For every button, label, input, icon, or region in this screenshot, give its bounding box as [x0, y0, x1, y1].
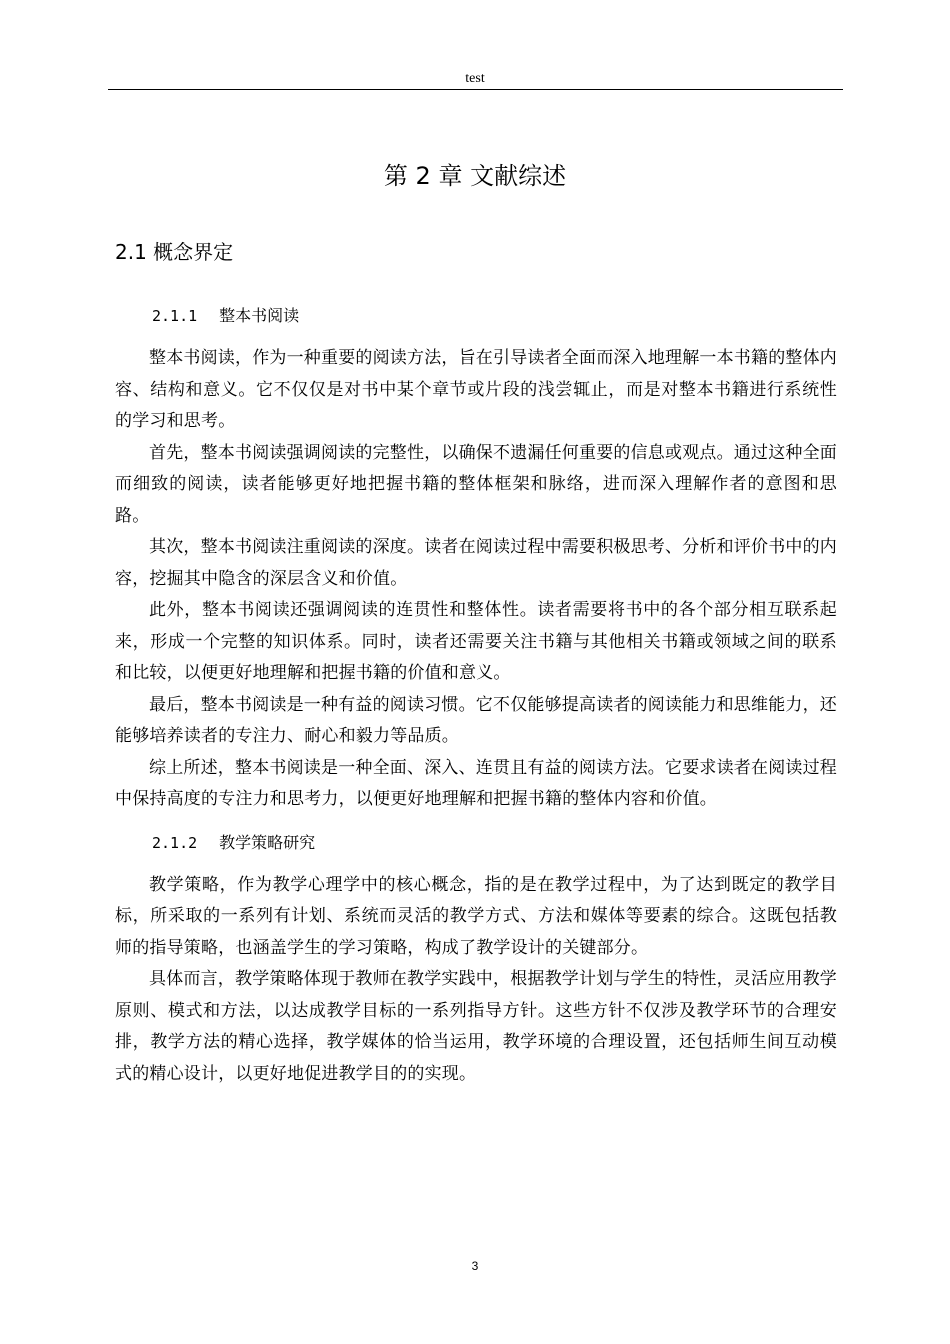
paragraph: 整本书阅读，作为一种重要的阅读方法，旨在引导读者全面而深入地理解一本书籍的整体内容、结构和意义。它不仅仅是对书中某个章节或片段的浅尝辄止，而是对整本书籍进行系统性的学习和思考。 [115, 348, 837, 431]
section-title: 2.1 概念界定 [115, 240, 234, 264]
paragraph: 综上所述，整本书阅读是一种全面、深入、连贯且有益的阅读方法。它要求读者在阅读过程中保持高度的专注力和思考力，以便更好地理解和把握书籍的整体内容和价值。 [115, 757, 837, 809]
subsection-title-2-1-1 [115, 298, 837, 334]
header-rule [108, 89, 843, 90]
chapter-title: 第 2 章 文献综述 [383, 162, 567, 190]
paragraph: 首先，整本书阅读强调阅读的完整性，以确保不遗漏任何重要的信息或观点。通过这种全面而细致的阅读，读者能够更好地把握书籍的整体框架和脉络，进而深入理解作者的意图和思路。 [115, 442, 837, 526]
subsection-number: 2.1.1 [152, 307, 198, 325]
paragraph: 其次，整本书阅读注重阅读的深度。读者在阅读过程中需要积极思考、分析和评价书中的内容，挖掘其中隐含的深层含义和价值。 [115, 537, 837, 589]
paragraph: 最后，整本书阅读是一种有益的阅读习惯。它不仅能够提高读者的阅读能力和思维能力，还能够培养读者的专注力、耐心和毅力等品质。 [115, 694, 837, 746]
paragraph: 具体而言，教学策略体现于教师在教学实践中，根据教学计划与学生的特性，灵活应用教学原则、模式和方法，以达成教学目标的一系列指导方针。这些方针不仅涉及教学环节的合理安排，教学方法的精心选择，教学媒体的恰当运用，教学环境的合理设置，还包括师生间互动模式的精心设计，以更好地促进教学目的的实现。 [115, 969, 837, 1084]
subsection-title-text: 整本书阅读 [219, 306, 300, 325]
subsection-number: 2.1.2 [152, 833, 198, 852]
page-number: 3 [471, 1259, 479, 1273]
paragraph: 教学策略，作为教学心理学中的核心概念，指的是在教学过程中，为了达到既定的教学目标，所采取的一系列有计划、系统而灵活的教学方式、方法和媒体等要素的综合。这既包括教师的指导策略，也涵盖学生的学习策略，构成了教学设计的关键部分。 [115, 874, 837, 958]
subsection-title-2-1-2 [115, 825, 837, 861]
body-content [115, 298, 837, 1090]
running-header: test [465, 71, 485, 86]
subsection-title-text: 教学策略研究 [219, 832, 316, 852]
paragraph: 此外，整本书阅读还强调阅读的连贯性和整体性。读者需要将书中的各个部分相互联系起来，形成一个完整的知识体系。同时，读者还需要关注书籍与其他相关书籍或领域之间的联系和比较，以便更好地理解和把握书籍的价值和意义。 [115, 600, 837, 683]
